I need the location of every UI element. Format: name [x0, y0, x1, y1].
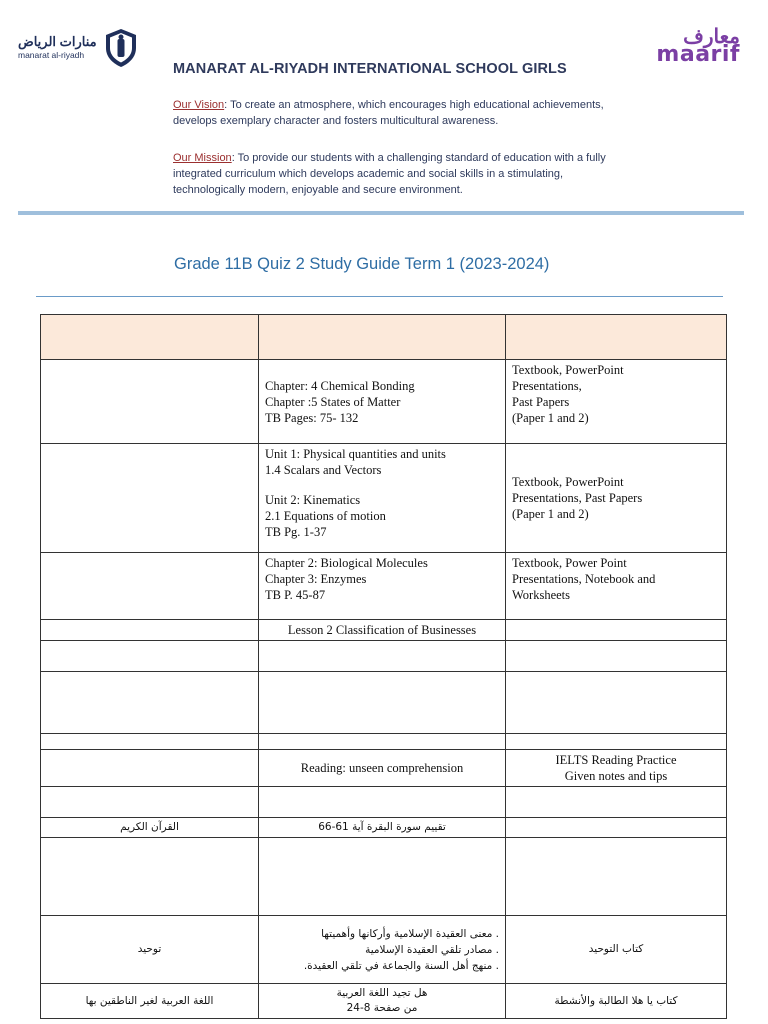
- resources-cell: كتاب التوحيد: [506, 916, 727, 984]
- header-cell: [259, 315, 506, 360]
- topics-cell: [259, 838, 506, 916]
- subject-cell: [41, 641, 259, 672]
- resources-cell: [506, 620, 727, 641]
- topics-cell: [259, 641, 506, 672]
- table-row: [41, 818, 727, 838]
- resource-line: Textbook, Power Point: [512, 556, 627, 570]
- subject-cell: [41, 787, 259, 818]
- header-cell: [41, 315, 259, 360]
- resources-cell: [506, 838, 727, 916]
- vision-text: : To create an atmosphere, which encourages high educational achievements, develops exemplary character and fosters multicultural awareness.: [173, 99, 604, 127]
- resource-line: Presentations, Past Papers: [512, 491, 643, 505]
- topic-line: Unit 2: Kinematics: [265, 493, 361, 507]
- subject-cell: [41, 620, 259, 641]
- table-row: [41, 734, 727, 750]
- topics-cell: Reading: unseen comprehension: [259, 750, 506, 787]
- topics-cell: [259, 916, 506, 984]
- topic-line: . معنى العقيدة الإسلامية وأركانها وأهميتها: [321, 927, 499, 940]
- header-divider: [18, 211, 744, 215]
- table-row: [41, 916, 727, 984]
- header-cell: [506, 315, 727, 360]
- resource-line: (Paper 1 and 2): [512, 507, 589, 521]
- topic-line: TB P. 45-87: [265, 588, 326, 602]
- topic-line: . منهج أهل السنة والجماعة في تلقي العقيدة.: [303, 959, 499, 972]
- resource-line: Worksheets: [512, 588, 571, 602]
- title-underline: [36, 296, 723, 297]
- manarat-logo: [18, 28, 128, 72]
- mission-text: : To provide our students with a challenging standard of education with a fully integrated curriculum which develops academic and social skills in a stimulating, technologically modern, enjoyable and secure environment.: [173, 152, 606, 196]
- topics-cell: [259, 787, 506, 818]
- logo-right-english: maarif: [656, 42, 740, 67]
- topics-cell: [259, 444, 506, 553]
- mission-label: Our Mission: [173, 152, 232, 164]
- subject-cell: [41, 672, 259, 734]
- resources-cell: [506, 641, 727, 672]
- resources-cell: [506, 553, 727, 620]
- resource-line: Past Papers: [512, 395, 570, 409]
- topics-cell: Lesson 2 Classification of Businesses: [259, 620, 506, 641]
- topic-line: Unit 1: Physical quantities and units: [265, 447, 446, 461]
- topics-cell: [259, 553, 506, 620]
- subject-cell: اللغة العربية لغير الناطقين بها: [41, 984, 259, 1019]
- topic-line: Chapter :5 States of Matter: [265, 394, 401, 409]
- study-guide-table: [40, 314, 727, 1019]
- topic-line: . مصادر تلقي العقيدة الإسلامية: [365, 943, 499, 956]
- subject-cell: [41, 444, 259, 553]
- table-row: [41, 360, 727, 444]
- subject-cell: [41, 360, 259, 444]
- table-row: [41, 984, 727, 1019]
- resource-line: (Paper 1 and 2): [512, 411, 589, 425]
- resource-line: Given notes and tips: [564, 769, 668, 783]
- resources-cell: [506, 787, 727, 818]
- resources-cell: [506, 734, 727, 750]
- resources-cell: كتاب يا هلا الطالبة والأنشطة: [506, 984, 727, 1019]
- resources-cell: [506, 672, 727, 734]
- topics-cell: [259, 672, 506, 734]
- vision-statement: [173, 97, 613, 129]
- resource-line: Presentations, Notebook and: [512, 572, 656, 586]
- resource-line: Presentations,: [512, 379, 582, 393]
- topic-line: Chapter 3: Enzymes: [265, 572, 367, 586]
- table-row: [41, 838, 727, 916]
- table-row: [41, 672, 727, 734]
- topic-line: هل تجيد اللغة العربية: [336, 987, 428, 999]
- table-row: [41, 750, 727, 787]
- subject-cell: [41, 750, 259, 787]
- topic-line: 2.1 Equations of motion: [265, 509, 386, 523]
- resource-line: Textbook, PowerPoint: [512, 363, 624, 377]
- subject-cell: توحيد: [41, 916, 259, 984]
- table-row: [41, 787, 727, 818]
- shield-icon: [104, 28, 138, 68]
- vision-label: Our Vision: [173, 99, 225, 111]
- resource-line: Textbook, PowerPoint: [512, 475, 624, 489]
- subject-cell: القرآن الكريم: [41, 818, 259, 838]
- logo-left-english: manarat al-riyadh: [18, 50, 85, 60]
- mission-statement: [173, 150, 613, 198]
- table-row: [41, 620, 727, 641]
- topics-cell: تقييم سورة البقرة آية 61-66: [259, 818, 506, 838]
- table-row: [41, 444, 727, 553]
- table-row: [41, 641, 727, 672]
- topic-line: 1.4 Scalars and Vectors: [265, 463, 382, 477]
- table-row: [41, 553, 727, 620]
- maarif-logo: [656, 24, 750, 68]
- page-title: Grade 11B Quiz 2 Study Guide Term 1 (2023-2024): [174, 255, 550, 273]
- topic-line: من صفحة 8-24: [346, 1002, 418, 1014]
- resource-line: IELTS Reading Practice: [555, 753, 677, 767]
- resources-cell: [506, 360, 727, 444]
- topic-line: TB Pages: 75- 132: [265, 410, 359, 425]
- school-name: MANARAT AL-RIYADH INTERNATIONAL SCHOOL GIRLS: [173, 61, 567, 77]
- topic-line: TB Pg. 1-37: [265, 525, 327, 539]
- resources-cell: [506, 818, 727, 838]
- subject-cell: [41, 553, 259, 620]
- resources-cell: [506, 444, 727, 553]
- topics-cell: [259, 360, 506, 444]
- topic-line: Chapter: 4 Chemical Bonding: [265, 378, 415, 393]
- topic-line: Chapter 2: Biological Molecules: [265, 556, 428, 570]
- subject-cell: [41, 838, 259, 916]
- topics-cell: [259, 984, 506, 1019]
- topics-cell: [259, 734, 506, 750]
- resources-cell: [506, 750, 727, 787]
- table-header-row: [41, 315, 727, 360]
- logo-left-arabic: منارات الرياض: [18, 34, 97, 49]
- logo-right-arabic: معارف: [683, 26, 740, 48]
- subject-cell: [41, 734, 259, 750]
